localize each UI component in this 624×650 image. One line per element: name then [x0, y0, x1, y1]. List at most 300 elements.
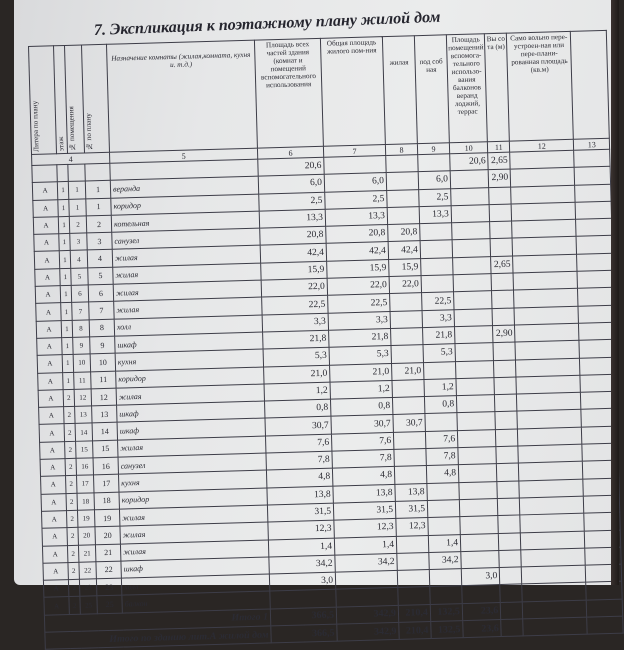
cell-empty	[519, 462, 583, 481]
total-e: 23,6	[462, 602, 501, 620]
cell-c	[387, 207, 419, 225]
cell-b: 22,0	[327, 277, 389, 296]
header-area-total: Площадь всех частей здания (комнат и помещений вспомогательного использования	[254, 38, 323, 148]
cell-c	[391, 328, 423, 346]
cell-b	[336, 588, 398, 607]
cell-e	[454, 291, 493, 309]
cell-h	[497, 463, 519, 481]
cell-empty	[586, 599, 622, 617]
cell-n: 3	[87, 232, 112, 250]
header-aux: Площадь помещений вспомога-тельного использо-вания балконов веранд лоджий, террас	[446, 34, 487, 143]
cell-empty	[520, 513, 584, 532]
explication-table-wrap	[28, 30, 624, 650]
cell-c: 15,9	[389, 258, 421, 276]
cell-b: 34,2	[335, 553, 397, 572]
cell-empty	[523, 600, 587, 619]
cell-d	[420, 240, 452, 258]
cell-room: жилая	[119, 505, 267, 526]
cell-d: 21,8	[423, 327, 455, 345]
cell-empty	[579, 322, 615, 340]
cell-fl: 1	[63, 372, 74, 390]
cell-d: 3,3	[422, 309, 454, 327]
cell-room-number: 8	[72, 320, 89, 338]
cell-fl: 2	[63, 389, 74, 407]
cell-b: 0,8	[330, 398, 392, 417]
cell-empty	[576, 218, 612, 236]
grand-a: 366,5	[271, 624, 337, 643]
cell-d	[427, 482, 459, 500]
cell-empty	[578, 288, 614, 306]
cell-lit: А	[44, 597, 69, 615]
cell-d: 1,2	[424, 379, 456, 397]
header-plan-number: № по плану	[81, 44, 109, 153]
cell-h	[496, 446, 518, 464]
cell-fl: 2	[66, 510, 77, 528]
cell-n: 12	[91, 388, 116, 406]
cell-c: 20,8	[388, 224, 420, 242]
grand-d: 132,5	[431, 621, 463, 639]
cell-empty	[510, 168, 574, 187]
cell-fl: 1	[61, 303, 72, 321]
cell-b	[335, 571, 397, 590]
cell-a: 6,0	[258, 175, 324, 194]
cell-c	[386, 172, 418, 190]
cell-lit: А	[32, 182, 57, 200]
cell-c: 42,4	[388, 241, 420, 259]
cell-b: 42,4	[326, 242, 388, 261]
cell-room: кухня	[118, 470, 266, 491]
cell-e	[452, 222, 491, 240]
cell-room-number: 14	[75, 423, 92, 441]
cell-fl: 2	[65, 458, 76, 476]
cell-empty	[511, 185, 575, 204]
header-self-area: Само вольно пере-устроен-ная или пере-плани-рованная площадь (кв.м)	[507, 31, 574, 141]
cell-e	[461, 550, 500, 568]
cell-room-number	[68, 164, 85, 182]
cell-room-number: 13	[75, 406, 92, 424]
cell-empty	[522, 583, 586, 602]
cell-h	[497, 481, 519, 499]
cell-c: 12,3	[396, 518, 428, 536]
cell-h: 2,65	[488, 152, 510, 170]
colnum-13: 13	[574, 138, 610, 150]
cell-empty	[501, 619, 523, 637]
cell-b: 4,8	[332, 467, 394, 486]
cell-e	[460, 516, 499, 534]
cell-room: коридор	[116, 367, 264, 388]
cell-room-number: 15	[76, 441, 93, 459]
cell-n: 1	[85, 181, 110, 199]
cell-d	[428, 517, 460, 535]
grand-total-label: Итого по зданию лит.А жилой дом	[45, 626, 271, 650]
cell-e	[453, 256, 492, 274]
cell-c	[390, 310, 422, 328]
cell-empty	[576, 236, 612, 254]
cell-a: 2,5	[259, 192, 325, 211]
cell-empty	[522, 565, 586, 584]
cell-room: кухня	[115, 349, 263, 370]
cell-fl: 1	[58, 216, 69, 234]
cell-room: санузел	[118, 453, 266, 474]
cell-n: 13	[92, 405, 117, 423]
cell-lit: А	[41, 476, 66, 494]
cell-d: 6,0	[418, 171, 450, 189]
cell-room: шкаф	[121, 557, 269, 578]
cell-e	[453, 274, 492, 292]
cell-lit: А	[39, 424, 64, 442]
colnum-7: 7	[323, 145, 385, 158]
cell-room: жилая	[120, 540, 268, 561]
header-total-living: Общая площадь жилого пом-ния	[320, 37, 385, 147]
cell-a: 22,5	[262, 296, 328, 315]
cell-fl: 2	[65, 441, 76, 459]
cell-n: 9	[90, 336, 115, 354]
cell-d	[421, 258, 453, 276]
cell-e	[459, 499, 498, 517]
cell-room: котельная	[111, 211, 259, 232]
cell-room-number: 23	[79, 579, 96, 597]
cell-empty	[516, 358, 580, 377]
cell-h: 2,90	[488, 169, 510, 187]
table-body	[32, 138, 624, 649]
cell-d	[421, 275, 453, 293]
cell-room-number: 1	[69, 199, 86, 217]
cell-h	[496, 429, 518, 447]
colnum-6: 6	[257, 146, 323, 159]
cell-n: 6	[88, 284, 113, 302]
cell-h	[492, 308, 514, 326]
cell-n: 7	[89, 302, 114, 320]
cell-c: 22,0	[389, 276, 421, 294]
colnum-8: 8	[385, 144, 417, 156]
cell-c	[391, 345, 423, 363]
cell-room: жилая	[114, 297, 262, 318]
cell-lit: А	[43, 580, 68, 598]
cell-b: 6,0	[324, 173, 386, 192]
cell-d: 7,6	[425, 430, 457, 448]
cell-d	[430, 586, 462, 604]
cell-h	[499, 532, 521, 550]
header-living: жилая	[382, 36, 417, 145]
cell-empty	[587, 616, 623, 634]
cell-room: коридор	[111, 194, 259, 215]
cell-e	[450, 170, 489, 188]
cell-room-number: 6	[71, 285, 88, 303]
cell-n: 25	[97, 596, 122, 614]
cell-empty	[514, 306, 578, 325]
cell-empty	[523, 617, 587, 636]
cell-b: 1,2	[330, 380, 392, 399]
cell-b: 21,8	[329, 328, 391, 347]
cell-e	[457, 429, 496, 447]
cell-a: 3,3	[262, 313, 328, 332]
cell-n: 15	[93, 440, 118, 458]
cell-n: 10	[90, 353, 115, 371]
cell-room-number: 1	[68, 181, 85, 199]
colnum-11: 11	[488, 141, 510, 153]
cell-n: 8	[89, 319, 114, 337]
cell-lit: А	[41, 493, 66, 511]
cell-b: 7,8	[332, 449, 394, 468]
cell-empty	[510, 150, 574, 169]
cell-fl: 1	[59, 234, 70, 252]
cell-a: 3,0	[269, 572, 335, 591]
grand-c: 210,4	[399, 621, 431, 639]
cell-empty	[574, 149, 610, 167]
cell-a: 0,8	[265, 399, 331, 418]
cell-fl: 2	[68, 562, 79, 580]
cell-room-number: 18	[77, 492, 94, 510]
cell-e	[456, 395, 495, 413]
cell-a: 31,5	[267, 503, 333, 522]
cell-a: 15,9	[261, 261, 327, 280]
total-label: Итого 1	[44, 609, 270, 633]
cell-room: жилая	[116, 384, 264, 405]
cell-b: 21,0	[330, 363, 392, 382]
cell-fl: 2	[66, 476, 77, 494]
cell-n: 22	[96, 561, 121, 579]
cell-h	[495, 411, 517, 429]
cell-e	[457, 412, 496, 430]
cell-empty	[514, 289, 578, 308]
cell-room: холл	[121, 574, 269, 595]
cell-h	[493, 342, 515, 360]
cell-n: 19	[94, 509, 119, 527]
cell-e	[460, 533, 499, 551]
cell-b: 5,3	[329, 346, 391, 365]
cell-h	[489, 204, 511, 222]
cell-room: жилая	[118, 436, 266, 457]
cell-room-number: 21	[78, 544, 95, 562]
cell-n: 4	[87, 250, 112, 268]
cell-empty	[577, 253, 613, 271]
cell-lit: А	[40, 441, 65, 459]
document-sheet	[14, 0, 614, 645]
cell-fl: 2	[64, 424, 75, 442]
colnum-12: 12	[510, 139, 574, 152]
cell-fl: 2	[67, 528, 78, 546]
cell-fl: 2	[66, 493, 77, 511]
cell-b: 13,3	[325, 207, 387, 226]
header-room-number: № помещения	[64, 45, 84, 153]
cell-room: шкаф	[117, 418, 265, 439]
cell-h	[494, 360, 516, 378]
explication-table	[28, 30, 624, 650]
cell-room-number: 25	[80, 596, 97, 614]
cell-n: 2	[86, 215, 111, 233]
cell-room-number: 22	[79, 562, 96, 580]
cell-a: 34,2	[269, 555, 335, 574]
cell-lit: А	[35, 286, 60, 304]
cell-room-number: 12	[74, 389, 91, 407]
cell-c	[392, 397, 424, 415]
cell-c	[390, 293, 422, 311]
cell-room: санузел	[112, 228, 260, 249]
cell-empty	[515, 323, 579, 342]
cell-b: 30,7	[331, 415, 393, 434]
cell-d	[420, 223, 452, 241]
cell-fl: 2	[68, 579, 79, 597]
cell-b: 15,9	[327, 259, 389, 278]
cell-empty	[521, 531, 585, 550]
cell-b: 31,5	[333, 501, 395, 520]
cell-b: 20,8	[326, 225, 388, 244]
header-litera: Литера по плану	[29, 46, 57, 155]
cell-b: 13,8	[333, 484, 395, 503]
cell-c	[398, 587, 430, 605]
cell-d	[425, 413, 457, 431]
cell-fl: 2	[64, 406, 75, 424]
cell-b: 1,4	[334, 536, 396, 555]
colnum-5: 5	[109, 148, 257, 163]
cell-a: 7,6	[265, 434, 331, 453]
page-title: 7. Экспликация к поэтажному плану жилой дом	[93, 8, 441, 39]
cell-room-number: 5	[71, 268, 88, 286]
cell-room: жилая	[113, 280, 261, 301]
cell-empty	[501, 602, 523, 620]
cell-room-number: 3	[70, 233, 87, 251]
cell-d	[423, 361, 455, 379]
cell-n: 20	[95, 526, 120, 544]
cell-h	[491, 273, 513, 291]
cell-h	[490, 239, 512, 257]
cell-fl: 1	[59, 251, 70, 269]
cell-lit: А	[43, 562, 68, 580]
cell-n: 16	[93, 457, 118, 475]
cell-a: 5,3	[263, 347, 329, 366]
cell-h: 2,90	[493, 325, 515, 343]
cell-a: 1,2	[264, 382, 330, 401]
cell-lit: А	[35, 268, 60, 286]
colnum-9: 9	[417, 143, 449, 155]
total-b: 342,9	[336, 605, 398, 624]
cell-a: 21,0	[264, 365, 330, 384]
cell-empty	[521, 548, 585, 567]
page-edge-shadow	[611, 0, 619, 585]
cell-room-number: 20	[78, 527, 95, 545]
cell-lit: А	[33, 199, 58, 217]
cell-empty	[518, 444, 582, 463]
cell-room: шкаф	[115, 332, 263, 353]
cell-room-number: 9	[73, 337, 90, 355]
cell-d: 7,8	[426, 448, 458, 466]
cell-room-number: 2	[69, 216, 86, 234]
cell-room: жилая	[120, 522, 268, 543]
cell-fl: 1	[62, 355, 73, 373]
cell-empty	[578, 305, 614, 323]
cell-d: 2,5	[419, 188, 451, 206]
cell-empty	[575, 201, 611, 219]
cell-fl	[57, 164, 68, 182]
cell-d: 0,8	[424, 396, 456, 414]
cell-n: 23	[96, 578, 121, 596]
cell-fl: 1	[62, 337, 73, 355]
cell-n: 11	[91, 371, 116, 389]
cell-d: 4,8	[426, 465, 458, 483]
cell-a: 20,8	[260, 226, 326, 245]
cell-e	[459, 481, 498, 499]
cell-empty	[515, 340, 579, 359]
cell-empty	[518, 427, 582, 446]
cell-c	[386, 155, 418, 173]
cell-h	[495, 394, 517, 412]
cell-lit: А	[37, 355, 62, 373]
cell-lit: А	[38, 390, 63, 408]
cell-e	[452, 239, 491, 257]
cell-a: 12,3	[268, 520, 334, 539]
cell-e: 20,6	[450, 153, 489, 171]
cell-e	[451, 205, 490, 223]
cell-a	[270, 590, 336, 609]
cell-lit: А	[42, 528, 67, 546]
cell-a: 13,3	[259, 209, 325, 228]
cell-room: коридор	[119, 488, 267, 509]
cell-c	[394, 449, 426, 467]
cell-d: 34,2	[429, 551, 461, 569]
cell-b: 2,5	[325, 190, 387, 209]
cell-h	[492, 290, 514, 308]
cell-lit: А	[34, 234, 59, 252]
colnum-4: 4	[32, 152, 110, 165]
cell-d	[418, 154, 450, 172]
cell-c: 13,8	[395, 483, 427, 501]
cell-empty	[519, 479, 583, 498]
cell-a: 4,8	[266, 469, 332, 488]
cell-n: 17	[94, 474, 119, 492]
cell-b: 22,5	[328, 294, 390, 313]
colnum-10: 10	[449, 142, 488, 154]
cell-empty	[517, 410, 581, 429]
cell-c	[392, 379, 424, 397]
cell-room-number: 4	[70, 250, 87, 268]
cell-room: веранда	[110, 176, 258, 197]
cell-empty	[575, 184, 611, 202]
grand-b: 342,9	[337, 622, 399, 641]
cell-lit: А	[33, 217, 58, 235]
header-purpose: Назначение комнаты (жилая,комната, кухня и. т.д.)	[106, 40, 257, 152]
cell-c	[387, 189, 419, 207]
cell-empty	[517, 392, 581, 411]
cell-n: 14	[92, 423, 117, 441]
cell-e	[462, 585, 501, 603]
cell-lit: А	[42, 545, 67, 563]
cell-e	[458, 464, 497, 482]
cell-d: 1,4	[428, 534, 460, 552]
cell-n: 5	[88, 267, 113, 285]
cell-e: 3,0	[461, 568, 500, 586]
cell-room-number: 10	[73, 354, 90, 372]
cell-h	[490, 221, 512, 239]
cell-lit: А	[36, 303, 61, 321]
cell-empty	[520, 496, 584, 515]
cell-a: 30,7	[265, 417, 331, 436]
cell-h	[494, 377, 516, 395]
cell-c: 31,5	[395, 500, 427, 518]
cell-empty	[512, 237, 576, 256]
cell-empty	[574, 167, 610, 185]
cell-h	[500, 567, 522, 585]
cell-a: 20,6	[258, 157, 324, 176]
cell-empty	[511, 202, 575, 221]
cell-d: 13,3	[419, 206, 451, 224]
header-floor: этаж	[54, 45, 68, 153]
cell-lit: А	[36, 320, 61, 338]
cell-room: жилая	[112, 246, 260, 267]
cell-lit: А	[41, 511, 66, 529]
cell-empty	[516, 375, 580, 394]
cell-fl: 2	[69, 597, 80, 615]
total-c: 210,4	[398, 604, 430, 622]
